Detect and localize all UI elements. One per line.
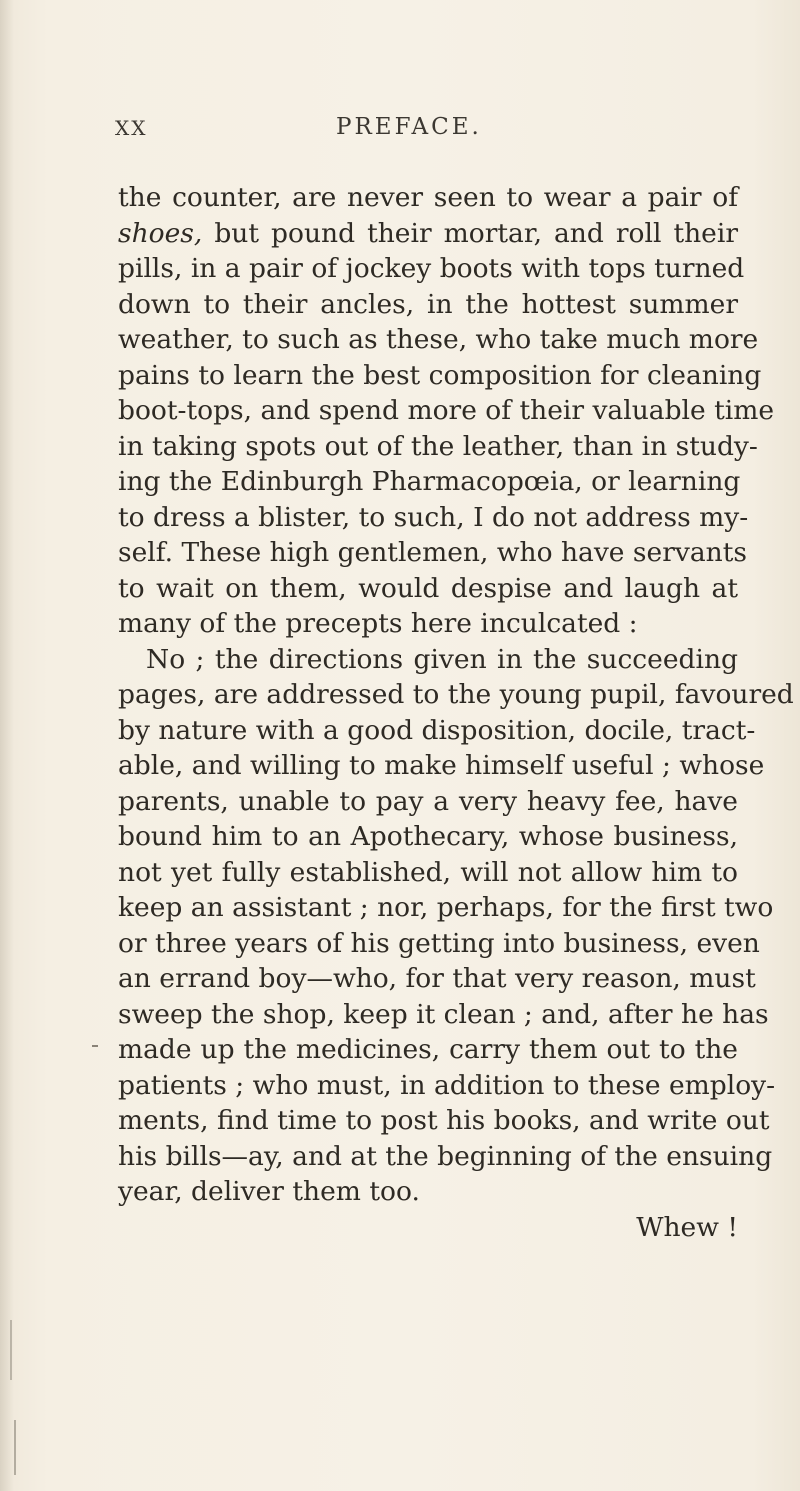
closing-exclamation: Whew ! (636, 1211, 738, 1243)
text-line: bound him to an Apothecary, whose business, (118, 821, 738, 852)
text-line: pages, are addressed to the young pupil, favoured (118, 679, 794, 710)
text-line: patients ; who must, in addition to these employ- (118, 1069, 776, 1101)
gutter-shadow (0, 0, 14, 1491)
text-line: keep an assistant ; nor, perhaps, for the first two (118, 892, 774, 923)
text-fragment: but pound their mortar, and roll their (214, 217, 738, 249)
text-line: to wait on them, would despise and laugh at (118, 572, 738, 604)
text-line: his bills—ay, and at the beginning of the ensuing (118, 1140, 773, 1172)
text-line: many of the precepts here inculcated : (118, 608, 638, 639)
text-line: weather, to such as these, who take much more (118, 324, 759, 355)
text-line: sweep the shop, keep it clean ; and, after he has (118, 998, 769, 1030)
text-line: self. These high gentlemen, who have servants (118, 537, 747, 568)
text-line: or three years of his getting into business, even (118, 927, 760, 959)
text-line: pills, in a pair of jockey boots with tops turned (118, 253, 745, 284)
text-line: ments, find time to post his books, and write out (118, 1105, 770, 1136)
text-line: by nature with a good disposition, docile, tract- (118, 714, 756, 746)
italic-word: shoes, (118, 217, 203, 249)
text-line: parents, unable to pay a very heavy fee, have (118, 785, 738, 817)
text-line: down to their ancles, in the hottest summer (118, 288, 738, 320)
text-line: not yet fully established, will not allow him to (118, 856, 738, 888)
text-line: year, deliver them too. (118, 1176, 420, 1207)
text-line: pains to learn the best composition for cleaning (118, 359, 762, 391)
text-line: the counter, are never seen to wear a pair of (118, 182, 738, 213)
text-line: boot-tops, and spend more of their valuable time (118, 395, 775, 426)
text-line: to dress a blister, to such, I do not address my- (118, 501, 749, 533)
text-line: No ; the directions given in the succeeding (146, 643, 738, 675)
running-head: PREFACE. (336, 114, 482, 140)
margin-mark (92, 1045, 98, 1047)
margin-mark (14, 1420, 16, 1475)
text-line: ing the Edinburgh Pharmacopœia, or learning (118, 466, 741, 497)
text-line: in taking spots out of the leather, than in study- (118, 430, 758, 462)
text-line (118, 216, 738, 252)
page-number: XX (115, 116, 148, 140)
margin-mark (10, 1320, 12, 1380)
text-line: made up the medicines, carry them out to the (118, 1034, 738, 1065)
text-line: able, and willing to make himself useful ; whose (118, 750, 765, 781)
text-line: an errand boy—who, for that very reason, must (118, 963, 756, 994)
body-text (118, 180, 794, 1245)
page-header (0, 112, 800, 152)
